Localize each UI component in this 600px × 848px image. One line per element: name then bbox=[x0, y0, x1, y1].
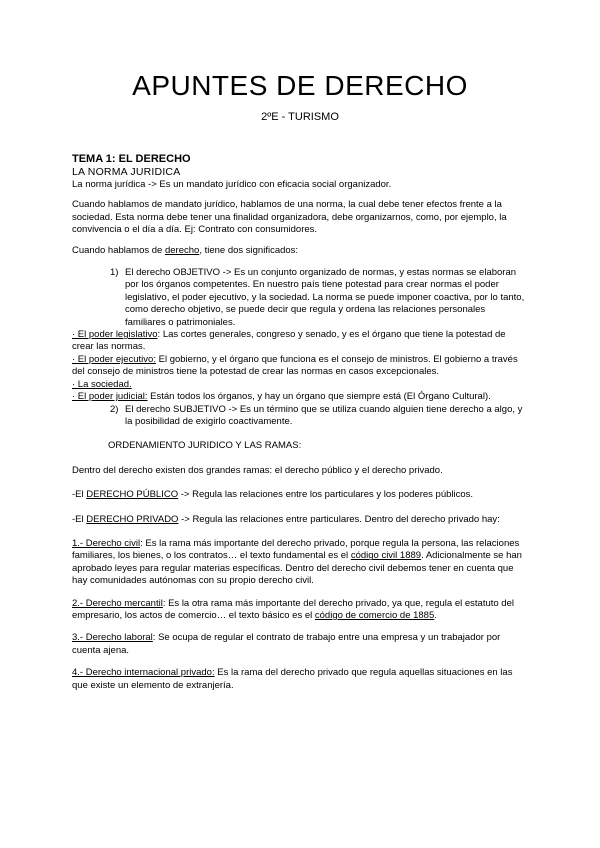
poder-judicial bbox=[72, 391, 527, 403]
rama-laboral-text: : Se ocupa de regular el contrato de trabajo entre una empresa y un trabajador por cuenta ajena. bbox=[72, 632, 501, 656]
codigo-civil-ref: código civil 1889 bbox=[350, 550, 422, 562]
la-sociedad bbox=[72, 379, 527, 391]
significados-post: , tiene dos significados: bbox=[199, 244, 299, 256]
rama-laboral-label: 3.- Derecho laboral bbox=[72, 632, 153, 644]
derecho-publico-text: -> Regula las relaciones entre los particulares y los poderes públicos. bbox=[178, 489, 474, 501]
poder-ejecutivo-label: · El poder ejecutivo: bbox=[72, 353, 156, 365]
rama-mercantil bbox=[72, 598, 527, 623]
rama-internacional bbox=[72, 667, 527, 692]
tema-subheading: LA NORMA JURIDICA bbox=[72, 166, 181, 178]
rama-mercantil-text2: . bbox=[434, 609, 437, 621]
list-number: 1) bbox=[110, 267, 119, 279]
derecho-privado-text: -> Regula las relaciones entre particulares. Dentro del derecho privado hay: bbox=[178, 513, 500, 525]
tema-heading: TEMA 1: EL DERECHO bbox=[72, 153, 191, 165]
rama-laboral bbox=[72, 632, 527, 657]
document-body bbox=[72, 153, 527, 692]
poder-legislativo bbox=[72, 329, 527, 354]
list-number: 2) bbox=[110, 403, 119, 415]
rama-civil-text2: . Adicionalmente se han aprobado leyes para regular materias específicas. Dentro del derecho civil debemos tener en cuenta que hay comunidades autónomas con su propio derecho civil. bbox=[72, 550, 522, 587]
derecho-privado-pre: -El bbox=[72, 513, 87, 525]
ordenamiento-intro: Dentro del derecho existen dos grandes ramas: el derecho público y el derecho privado. bbox=[72, 464, 443, 476]
poder-judicial-label: · El poder judicial: bbox=[72, 391, 148, 403]
list-item-text: El derecho SUBJETIVO -> Es un término que se utiliza cuando alguien tiene derecho a algo, y la posibilidad de exigirlo coactivamente. bbox=[125, 403, 523, 427]
codigo-comercio-ref: código de comercio de 1885 bbox=[314, 609, 435, 621]
poder-legislativo-text: : Las cortes generales, congreso y senado, y es el órgano que tiene la potestad de crear las normas. bbox=[72, 329, 506, 353]
derecho-privado-label: DERECHO PRIVADO bbox=[86, 513, 179, 525]
poder-judicial-text: Están todos los órganos, y hay un órgano que siempre está (El Órgano Cultural). bbox=[147, 391, 491, 403]
rama-civil-text1: : Es la rama más importante del derecho privado, porque regula la persona, las relaciones familiares, los bienes, o los contratos… el texto fundamental es el bbox=[72, 537, 520, 562]
derecho-publico-pre: -El bbox=[72, 489, 87, 501]
poder-ejecutivo-text: El gobierno, y el órgano que funciona es el consejo de ministros. El gobierno a través del consejo de ministros tiene la potestad de crear las normas en casos excepcionales. bbox=[72, 353, 518, 378]
list-item-text: El derecho OBJETIVO -> Es un conjunto organizado de normas, y estas normas se elaboran por los órganos competentes. En nuestro país tiene potestad para crear normas el poder legislativo, el poder ejecutivo, y la sociedad. La norma se puede imponer coactiva, por lo tanto, como derecho objetivo, se puede decir que regula y ordena las relaciones personales familiares o patrimoniales. bbox=[125, 267, 525, 328]
rama-civil-label: 1.- Derecho civil bbox=[72, 537, 141, 549]
document-subtitle: 2ºE - TURISMO bbox=[261, 111, 339, 123]
norma-paragraph: Cuando hablamos de mandato jurídico, hablamos de una norma, la cual debe tener efectos frente a la sociedad. Esta norma debe tener una finalidad organizadora, debe organizarnos, como, por ejemplo, la convivencia o el día a día. Ej: Contrato con consumidores. bbox=[72, 199, 507, 236]
list-item-subjetivo bbox=[72, 404, 527, 429]
significados-pre: Cuando hablamos de bbox=[72, 244, 165, 256]
rama-internacional-label: 4.- Derecho internacional privado: bbox=[72, 667, 215, 679]
norma-definition: La norma jurídica -> Es un mandato jurídico con eficacia social organizador. bbox=[72, 179, 392, 190]
la-sociedad-label: · La sociedad. bbox=[72, 378, 132, 390]
rama-mercantil-label: 2.- Derecho mercantil bbox=[72, 597, 163, 609]
poder-legislativo-label: · El poder legislativo bbox=[72, 329, 158, 341]
significados-intro bbox=[72, 245, 527, 257]
rama-mercantil-text1: : Es la otra rama más importante del derecho privado, ya que, regula el estatuto del empresario, los actos de comercio… el texto básico es el bbox=[72, 597, 514, 621]
derecho-publico-label: DERECHO PÚBLICO bbox=[86, 489, 179, 501]
rama-civil bbox=[72, 538, 527, 588]
rama-internacional-text: Es la rama del derecho privado que regula aquellas situaciones en las que existe un elemento de extranjería. bbox=[72, 667, 513, 691]
derecho-privado bbox=[72, 514, 527, 526]
list-item-objetivo bbox=[72, 267, 527, 329]
derecho-publico bbox=[72, 489, 527, 501]
ordenamiento-heading: ORDENAMIENTO JURIDICO Y LAS RAMAS: bbox=[108, 440, 302, 452]
document-title: APUNTES DE DERECHO bbox=[132, 70, 468, 101]
significados-term: derecho bbox=[164, 244, 200, 256]
poder-ejecutivo bbox=[72, 354, 527, 379]
